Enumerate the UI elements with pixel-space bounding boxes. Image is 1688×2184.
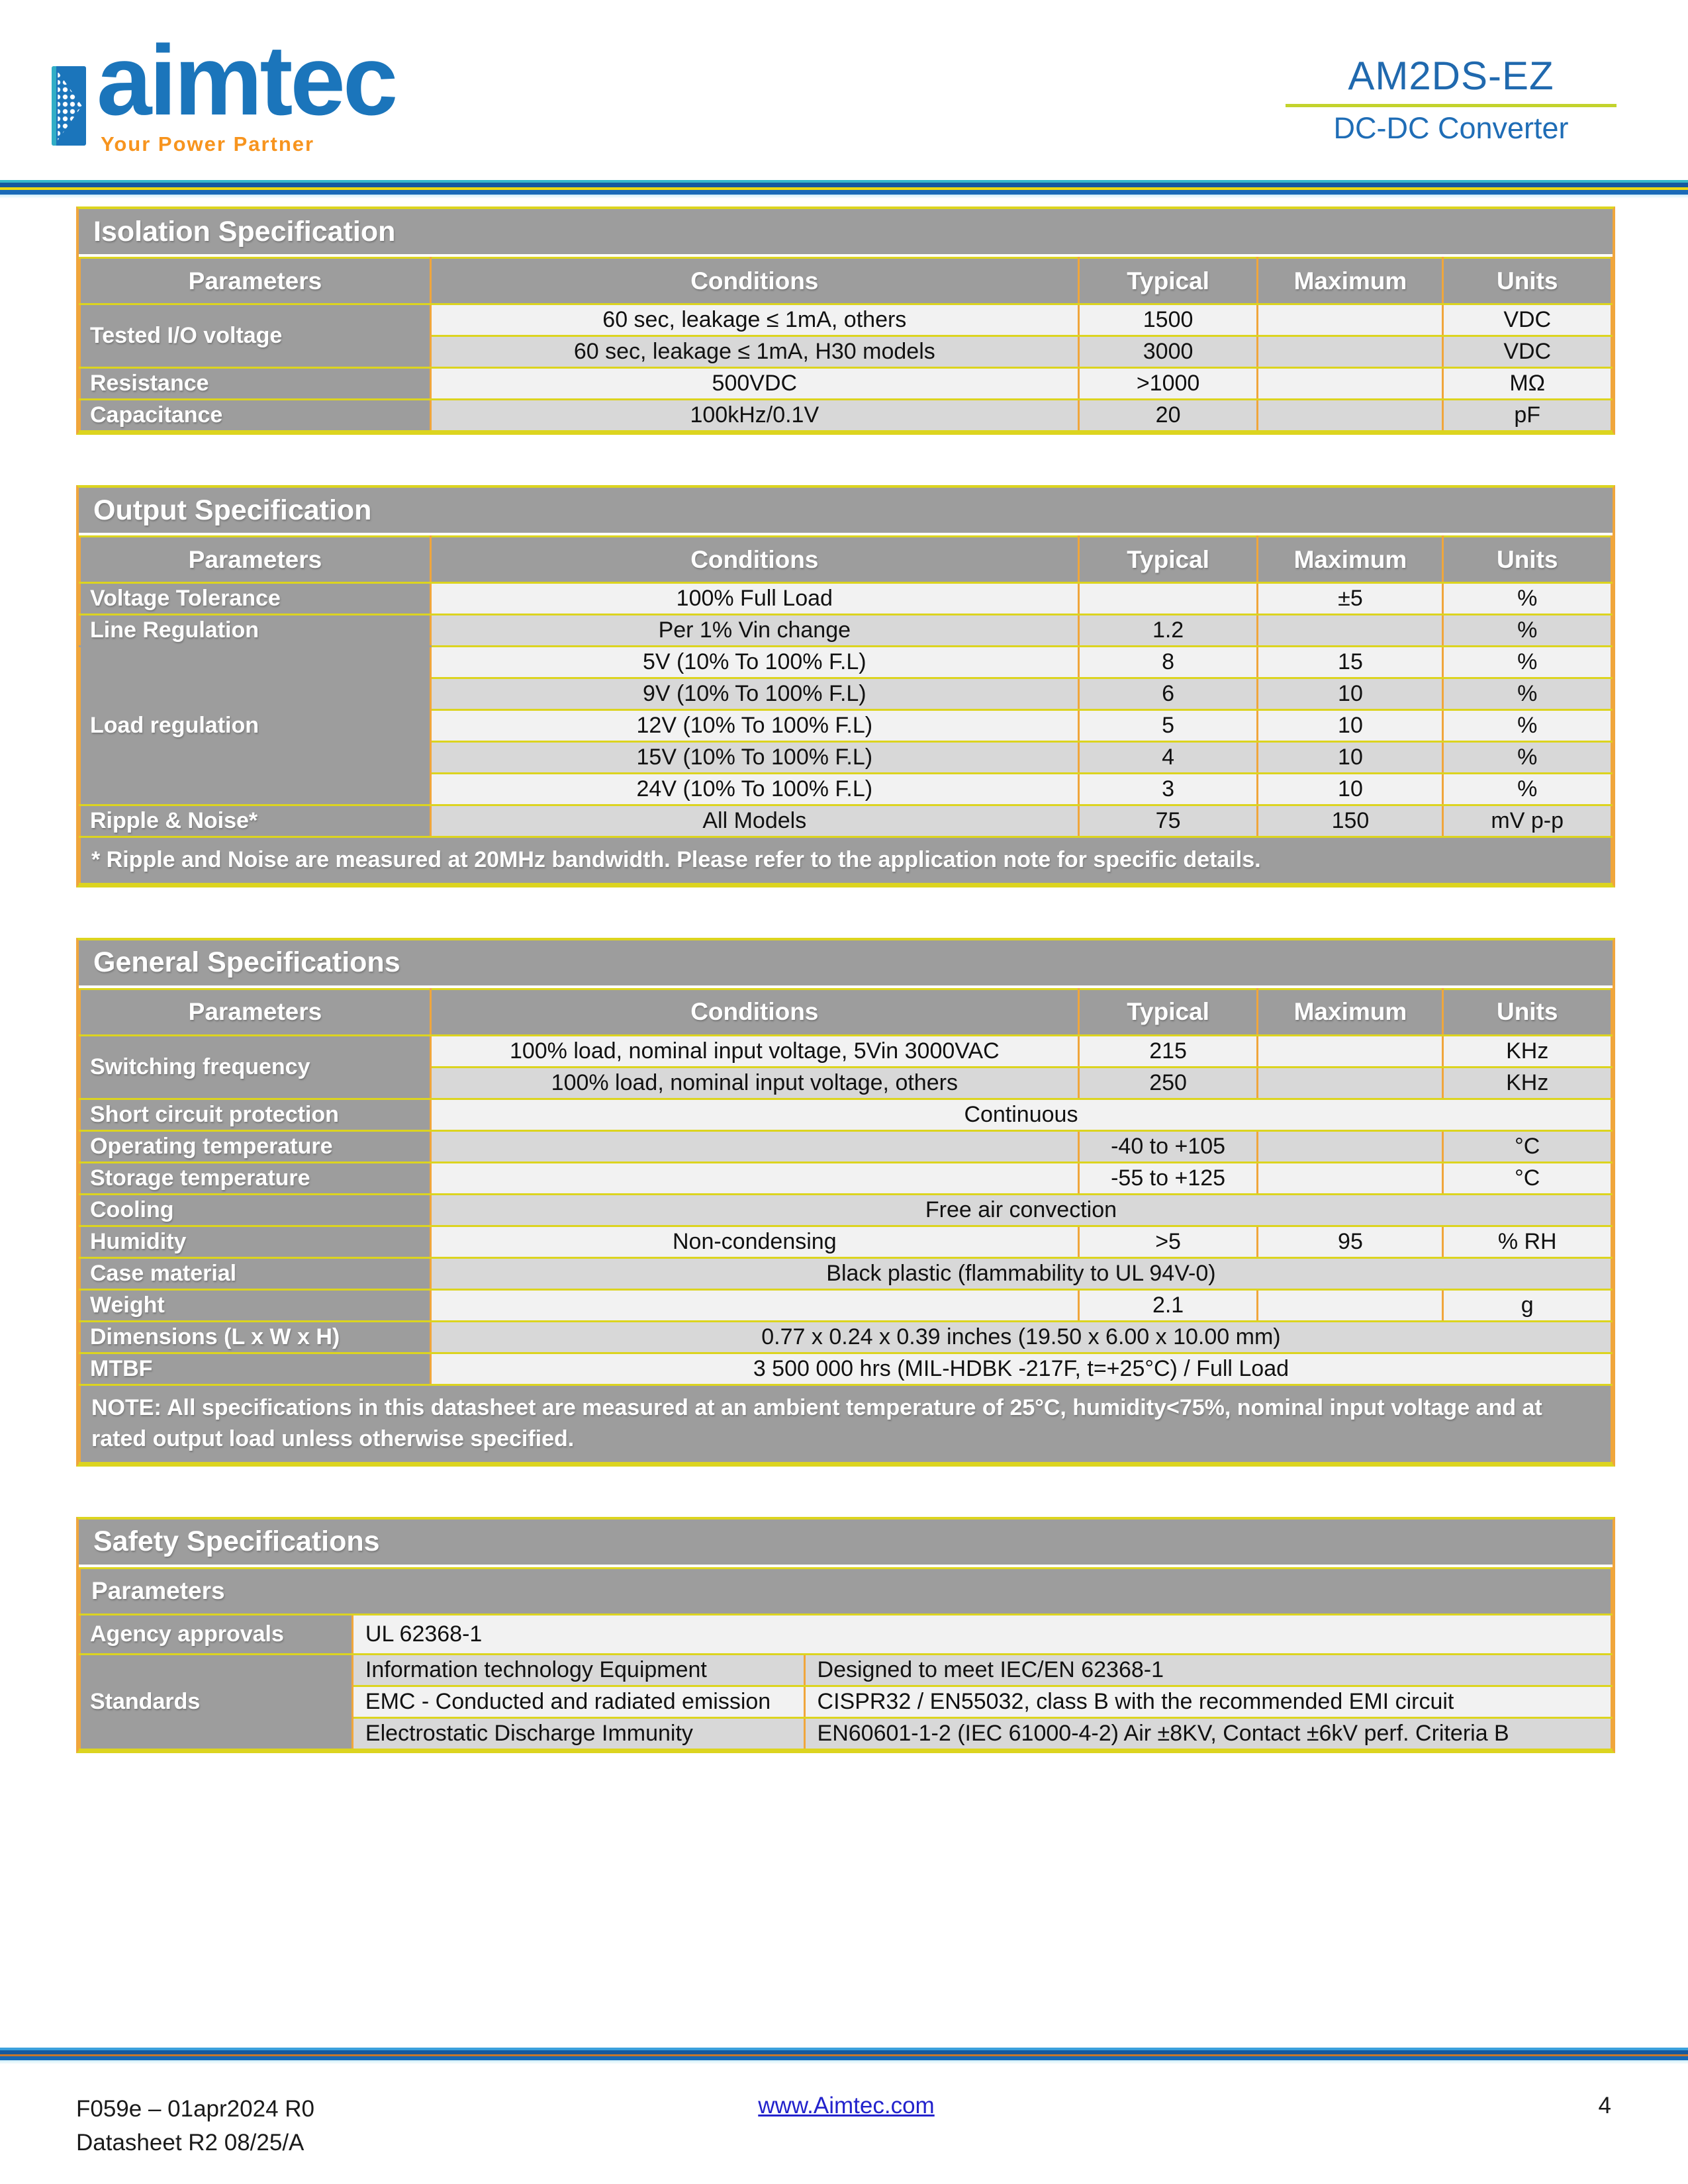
units-cell: g — [1443, 1289, 1612, 1321]
column-header-typical: Typical — [1078, 537, 1258, 583]
table-row — [80, 837, 1612, 884]
condition-cell: 100% Full Load — [430, 583, 1078, 615]
condition-cell: 60 sec, leakage ≤ 1mA, H30 models — [430, 336, 1078, 368]
maximum-cell: 95 — [1258, 1226, 1443, 1257]
column-header-units: Units — [1443, 989, 1612, 1035]
maximum-cell: 10 — [1258, 742, 1443, 774]
units-cell: mV p-p — [1443, 805, 1612, 837]
table-row — [80, 1257, 1612, 1289]
table-row — [80, 1321, 1612, 1353]
column-header-parameters: Parameters — [80, 1568, 1612, 1614]
typical-cell: >1000 — [1078, 368, 1258, 400]
typical-cell: 4 — [1078, 742, 1258, 774]
output-spec-table — [79, 535, 1613, 885]
param-cell: Voltage Tolerance — [80, 583, 431, 615]
column-header-row — [80, 537, 1612, 583]
aimtec-logo — [52, 24, 396, 156]
typical-cell: >5 — [1078, 1226, 1258, 1257]
condition-cell: 12V (10% To 100% F.L) — [430, 710, 1078, 742]
maximum-cell — [1258, 336, 1443, 368]
merged-value-cell: Black plastic (flammability to UL 94V-0) — [430, 1257, 1611, 1289]
maximum-cell — [1258, 400, 1443, 432]
condition-cell: 500VDC — [430, 368, 1078, 400]
param-cell: Agency approvals — [80, 1614, 353, 1654]
units-cell: VDC — [1443, 304, 1612, 336]
table-row — [80, 1099, 1612, 1130]
maximum-cell: 10 — [1258, 710, 1443, 742]
condition-cell: 100% load, nominal input voltage, 5Vin 3000VAC — [430, 1035, 1078, 1067]
product-title: AM2DS-EZ — [1348, 54, 1554, 98]
maximum-cell: 15 — [1258, 647, 1443, 678]
maximum-cell: 150 — [1258, 805, 1443, 837]
general-specifications-section — [76, 938, 1615, 1467]
column-header-units: Units — [1443, 537, 1612, 583]
units-cell: % — [1443, 678, 1612, 710]
units-cell: KHz — [1443, 1035, 1612, 1067]
logo-tagline: Your Power Partner — [101, 132, 315, 156]
maximum-cell — [1258, 1130, 1443, 1162]
agency-approval-value: UL 62368-1 — [352, 1614, 1611, 1654]
condition-cell — [430, 1289, 1078, 1321]
param-cell: Standards — [80, 1654, 353, 1749]
column-header-maximum: Maximum — [1258, 537, 1443, 583]
table-row — [80, 1353, 1612, 1385]
typical-cell: 250 — [1078, 1067, 1258, 1099]
maximum-cell — [1258, 615, 1443, 647]
condition-cell: All Models — [430, 805, 1078, 837]
condition-cell: Per 1% Vin change — [430, 615, 1078, 647]
column-header-maximum: Maximum — [1258, 258, 1443, 304]
table-row — [80, 400, 1612, 432]
param-cell: Weight — [80, 1289, 431, 1321]
param-cell: Tested I/O voltage — [80, 304, 431, 368]
maximum-cell: 10 — [1258, 678, 1443, 710]
typical-cell: 8 — [1078, 647, 1258, 678]
units-cell: % — [1443, 583, 1612, 615]
doc-reference: F059e – 01apr2024 R0 — [76, 2096, 314, 2122]
condition-cell: 15V (10% To 100% F.L) — [430, 742, 1078, 774]
output-specification-section — [76, 485, 1615, 887]
typical-cell: 20 — [1078, 400, 1258, 432]
column-header-row — [80, 989, 1612, 1035]
column-header-conditions: Conditions — [430, 989, 1078, 1035]
doc-revision: Datasheet R2 08/25/A — [76, 2129, 305, 2156]
table-row — [80, 615, 1612, 647]
standard-item-cell: Electrostatic Discharge Immunity — [352, 1717, 804, 1749]
table-row — [80, 647, 1612, 678]
merged-value-cell: 3 500 000 hrs (MIL-HDBK -217F, t=+25°C) / Full Load — [430, 1353, 1611, 1385]
maximum-cell: 10 — [1258, 774, 1443, 805]
units-cell: °C — [1443, 1130, 1612, 1162]
typical-cell: 75 — [1078, 805, 1258, 837]
maximum-cell — [1258, 304, 1443, 336]
aimtec-logo-icon — [52, 66, 86, 146]
standard-detail-cell: EN60601-1-2 (IEC 61000-4-2) Air ±8KV, Contact ±6kV perf. Criteria B — [804, 1717, 1611, 1749]
section-title: Isolation Specification — [79, 209, 1613, 257]
typical-cell: -40 to +105 — [1078, 1130, 1258, 1162]
logo-icon-dot-triangle — [54, 71, 83, 140]
table-row — [80, 1162, 1612, 1194]
logo-icon-teal-stripe — [52, 66, 56, 146]
page-footer — [76, 2093, 1617, 2160]
table-row — [80, 304, 1612, 336]
column-header-conditions: Conditions — [430, 537, 1078, 583]
units-cell: pF — [1443, 400, 1612, 432]
units-cell: % RH — [1443, 1226, 1612, 1257]
column-header-maximum: Maximum — [1258, 989, 1443, 1035]
typical-cell: 6 — [1078, 678, 1258, 710]
standard-detail-cell: CISPR32 / EN55032, class B with the recommended EMI circuit — [804, 1686, 1611, 1717]
typical-cell: 1.2 — [1078, 615, 1258, 647]
isolation-spec-table — [79, 257, 1613, 432]
safety-spec-table — [79, 1567, 1613, 1751]
table-row — [80, 805, 1612, 837]
table-row — [80, 583, 1612, 615]
header-divider — [0, 179, 1688, 199]
condition-cell: 5V (10% To 100% F.L) — [430, 647, 1078, 678]
product-subtitle: DC-DC Converter — [1333, 111, 1569, 145]
column-header-typical: Typical — [1078, 989, 1258, 1035]
table-row — [80, 1226, 1612, 1257]
maximum-cell — [1258, 1035, 1443, 1067]
units-cell: % — [1443, 615, 1612, 647]
param-cell: Storage temperature — [80, 1162, 431, 1194]
param-cell: Resistance — [80, 368, 431, 400]
section-title: Safety Specifications — [79, 1520, 1613, 1567]
condition-cell: 24V (10% To 100% F.L) — [430, 774, 1078, 805]
safety-specifications-section — [76, 1517, 1615, 1753]
general-spec-table — [79, 988, 1613, 1464]
table-row — [80, 1194, 1612, 1226]
units-cell: % — [1443, 647, 1612, 678]
column-header-row — [80, 258, 1612, 304]
page-number: 4 — [1598, 2093, 1611, 2118]
maximum-cell — [1258, 368, 1443, 400]
typical-cell: 1500 — [1078, 304, 1258, 336]
merged-value-cell: Continuous — [430, 1099, 1611, 1130]
column-header-parameters: Parameters — [80, 258, 431, 304]
logo-wordmark: aimtec — [97, 24, 396, 136]
standard-item-cell: Information technology Equipment — [352, 1654, 804, 1686]
units-cell: MΩ — [1443, 368, 1612, 400]
section-title: General Specifications — [79, 940, 1613, 988]
table-row — [80, 1385, 1612, 1463]
typical-cell: 3 — [1078, 774, 1258, 805]
condition-cell: Non-condensing — [430, 1226, 1078, 1257]
param-cell: Humidity — [80, 1226, 431, 1257]
maximum-cell: ±5 — [1258, 583, 1443, 615]
column-header-parameters: Parameters — [80, 537, 431, 583]
general-note: NOTE: All specifications in this datasheet are measured at an ambient temperature of 25°C, humidity<75%, nominal input voltage and at rated output load unless otherwise specified. — [80, 1385, 1612, 1463]
condition-cell — [430, 1162, 1078, 1194]
param-cell: Capacitance — [80, 400, 431, 432]
condition-cell: 9V (10% To 100% F.L) — [430, 678, 1078, 710]
column-header-typical: Typical — [1078, 258, 1258, 304]
standard-item-cell: EMC - Conducted and radiated emission — [352, 1686, 804, 1717]
table-row — [80, 1654, 1612, 1686]
aimtec-website-link[interactable]: www.Aimtec.com — [758, 2093, 935, 2118]
units-cell: °C — [1443, 1162, 1612, 1194]
param-cell: Switching frequency — [80, 1035, 431, 1099]
param-cell: Ripple & Noise* — [80, 805, 431, 837]
column-header-conditions: Conditions — [430, 258, 1078, 304]
typical-cell: 2.1 — [1078, 1289, 1258, 1321]
standard-detail-cell: Designed to meet IEC/EN 62368-1 — [804, 1654, 1611, 1686]
units-cell: % — [1443, 710, 1612, 742]
section-title: Output Specification — [79, 488, 1613, 535]
column-header-parameters: Parameters — [80, 989, 431, 1035]
units-cell: % — [1443, 774, 1612, 805]
isolation-specification-section — [76, 206, 1615, 435]
typical-cell: -55 to +125 — [1078, 1162, 1258, 1194]
param-cell: MTBF — [80, 1353, 431, 1385]
condition-cell: 100% load, nominal input voltage, others — [430, 1067, 1078, 1099]
condition-cell: 60 sec, leakage ≤ 1mA, others — [430, 304, 1078, 336]
page-content — [76, 206, 1615, 1803]
param-cell: Cooling — [80, 1194, 431, 1226]
merged-value-cell: 0.77 x 0.24 x 0.39 inches (19.50 x 6.00 x 10.00 mm) — [430, 1321, 1611, 1353]
table-row — [80, 1130, 1612, 1162]
maximum-cell — [1258, 1289, 1443, 1321]
param-cell: Load regulation — [80, 647, 431, 805]
table-row — [80, 1614, 1612, 1654]
typical-cell: 5 — [1078, 710, 1258, 742]
title-underline — [1286, 104, 1617, 107]
maximum-cell — [1258, 1162, 1443, 1194]
table-row — [80, 1289, 1612, 1321]
param-cell: Operating temperature — [80, 1130, 431, 1162]
ripple-noise-note: * Ripple and Noise are measured at 20MHz bandwidth. Please refer to the application note for specific details. — [80, 837, 1612, 884]
param-cell: Dimensions (L x W x H) — [80, 1321, 431, 1353]
merged-value-cell: Free air convection — [430, 1194, 1611, 1226]
logo-text-column — [97, 24, 396, 156]
table-row — [80, 1035, 1612, 1067]
typical-cell: 215 — [1078, 1035, 1258, 1067]
param-cell: Case material — [80, 1257, 431, 1289]
units-cell: KHz — [1443, 1067, 1612, 1099]
param-cell: Short circuit protection — [80, 1099, 431, 1130]
condition-cell: 100kHz/0.1V — [430, 400, 1078, 432]
typical-cell: 3000 — [1078, 336, 1258, 368]
column-header-units: Units — [1443, 258, 1612, 304]
param-cell: Line Regulation — [80, 615, 431, 647]
typical-cell — [1078, 583, 1258, 615]
units-cell: % — [1443, 742, 1612, 774]
table-row — [80, 368, 1612, 400]
footer-divider — [0, 2047, 1688, 2064]
units-cell: VDC — [1443, 336, 1612, 368]
column-header-row — [80, 1568, 1612, 1614]
maximum-cell — [1258, 1067, 1443, 1099]
condition-cell — [430, 1130, 1078, 1162]
product-title-block — [1286, 53, 1617, 146]
